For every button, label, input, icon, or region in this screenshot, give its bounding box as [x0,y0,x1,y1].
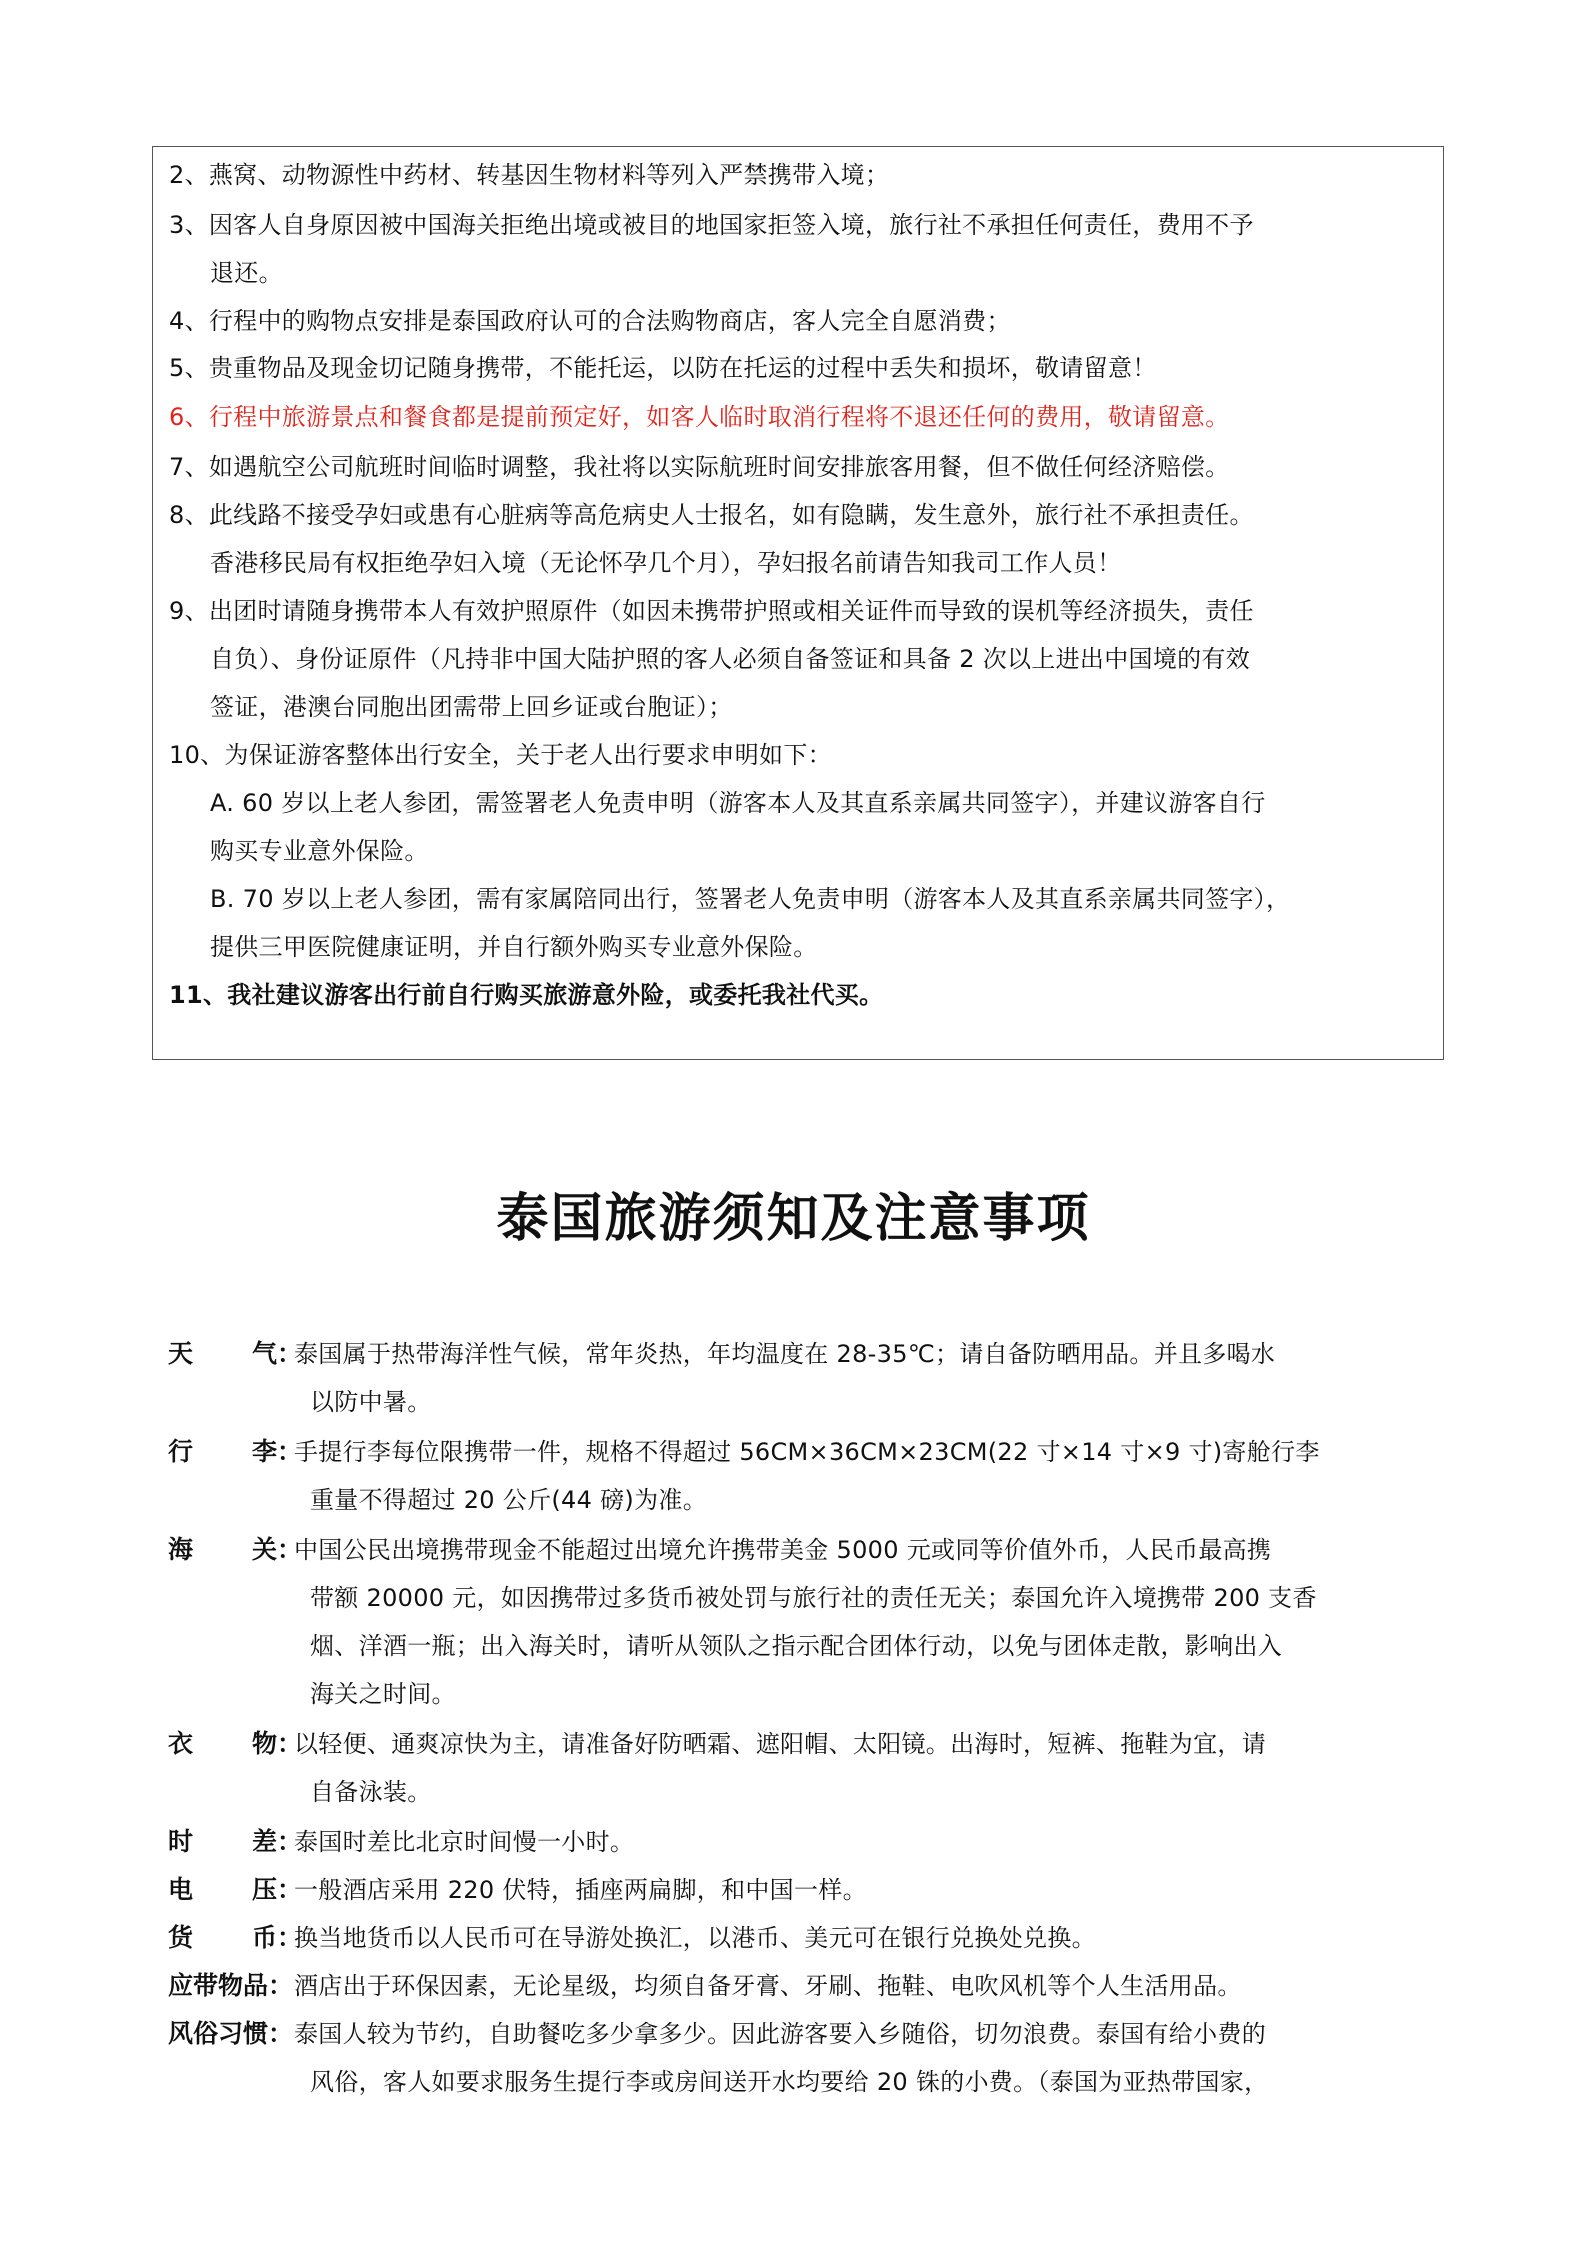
notice-item-11: 11、我社建议游客出行前自行购买旅游意外险，或委托我社代买。 [169,981,884,1009]
luggage-text: 手提行李每位限携带一件，规格不得超过 56CM×36CM×23CM(22 寸×14 寸×9 寸)寄舱行李 [294,1438,1320,1466]
page-title: 泰国旅游须知及注意事项 [496,1189,1091,1249]
currency-text: 换当地货币以人民币可在导游处换汇，以港币、美元可在银行兑换处兑换。 [294,1924,1096,1952]
notice-item-5: 5、贵重物品及现金切记随身携带，不能托运，以防在托运的过程中丢失和损坏，敬请留意！ [169,354,1157,382]
notice-item-8: 8、此线路不接受孕妇或患有心脏病等高危病史人士报名，如有隐瞒，发生意外，旅行社不承担责任。 [169,501,1254,529]
clothing-text-cont: 自备泳装。 [310,1778,432,1806]
notice-item-10b-cont: 提供三甲医院健康证明，并自行额外购买专业意外保险。 [210,933,818,961]
voltage-text: 一般酒店采用 220 伏特，插座两扁脚，和中国一样。 [294,1876,867,1904]
clothing-text: 以轻便、通爽凉快为主，请准备好防晒霜、遮阳帽、太阳镜。出海时，短裤、拖鞋为宜，请 [294,1730,1266,1758]
customs-text-cont3: 海关之时间。 [310,1680,456,1708]
customs-text: 中国公民出境携带现金不能超过出境允许携带美金 5000 元或同等价值外币，人民币最高携 [294,1536,1272,1564]
customs-text-cont2: 烟、洋酒一瓶；出入海关时，请听从领队之指示配合团体行动，以免与团体走散，影响出入 [310,1632,1282,1660]
customs-habits-text-cont: 风俗，客人如要求服务生提行李或房间送开水均要给 20 铢的小费。（泰国为亚热带国家， [310,2068,1269,2096]
notice-item-9-cont2: 签证，港澳台同胞出团需带上回乡证或台胞证）； [210,693,733,721]
notice-item-10b: B. 70 岁以上老人参团，需有家属陪同出行，签署老人免责申明（游客本人及其直系亲属共同签字）， [210,885,1291,913]
notice-item-3-cont: 退还。 [210,259,283,287]
notice-item-10a-cont: 购买专业意外保险。 [210,837,429,865]
notice-item-2: 2、燕窝、动物源性中药材、转基因生物材料等列入严禁携带入境； [169,161,890,189]
notice-item-3: 3、因客人自身原因被中国海关拒绝出境或被目的地国家拒签入境，旅行社不承担任何责任，费用不予 [169,211,1254,239]
notice-item-9: 9、出团时请随身携带本人有效护照原件（如因未携带护照或相关证件而导致的误机等经济损失，责任 [169,597,1254,625]
items-text: 酒店出于环保因素，无论星级，均须自备牙膏、牙刷、拖鞋、电吹风机等个人生活用品。 [294,1972,1242,2000]
notice-box [152,146,1444,1060]
notice-item-7: 7、如遇航空公司航班时间临时调整，我社将以实际航班时间安排旅客用餐，但不做任何经济赔偿。 [169,453,1230,481]
notice-item-9-cont1: 自负）、身份证原件（凡持非中国大陆护照的客人必须自备签证和具备 2 次以上进出中国境的有效 [210,645,1251,673]
weather-text: 泰国属于热带海洋性气候，常年炎热，年均温度在 28-35℃；请自备防晒用品。并且多喝水 [294,1340,1276,1368]
weather-text-cont: 以防中暑。 [310,1388,432,1416]
customs-text-cont1: 带额 20000 元，如因携带过多货币被处罚与旅行社的责任无关；泰国允许入境携带 200 支香 [310,1584,1317,1612]
notice-item-10: 10、为保证游客整体出行安全，关于老人出行要求申明如下： [169,741,832,769]
notice-item-8-cont: 香港移民局有权拒绝孕妇入境（无论怀孕几个月），孕妇报名前请告知我司工作人员！ [210,549,1122,577]
notice-item-6: 6、行程中旅游景点和餐食都是提前预定好，如客人临时取消行程将不退还任何的费用，敬请留意。 [169,403,1230,431]
luggage-text-cont: 重量不得超过 20 公斤(44 磅)为准。 [310,1486,707,1514]
time-text: 泰国时差比北京时间慢一小时。 [294,1828,635,1856]
customs-habits-text: 泰国人较为节约，自助餐吃多少拿多少。因此游客要入乡随俗，切勿浪费。泰国有给小费的 [294,2020,1266,2048]
notice-item-10a: A. 60 岁以上老人参团，需签署老人免责申明（游客本人及其直系亲属共同签字），并建议游客自行 [210,789,1266,817]
notice-item-4: 4、行程中的购物点安排是泰国政府认可的合法购物商店，客人完全自愿消费； [169,307,1011,335]
